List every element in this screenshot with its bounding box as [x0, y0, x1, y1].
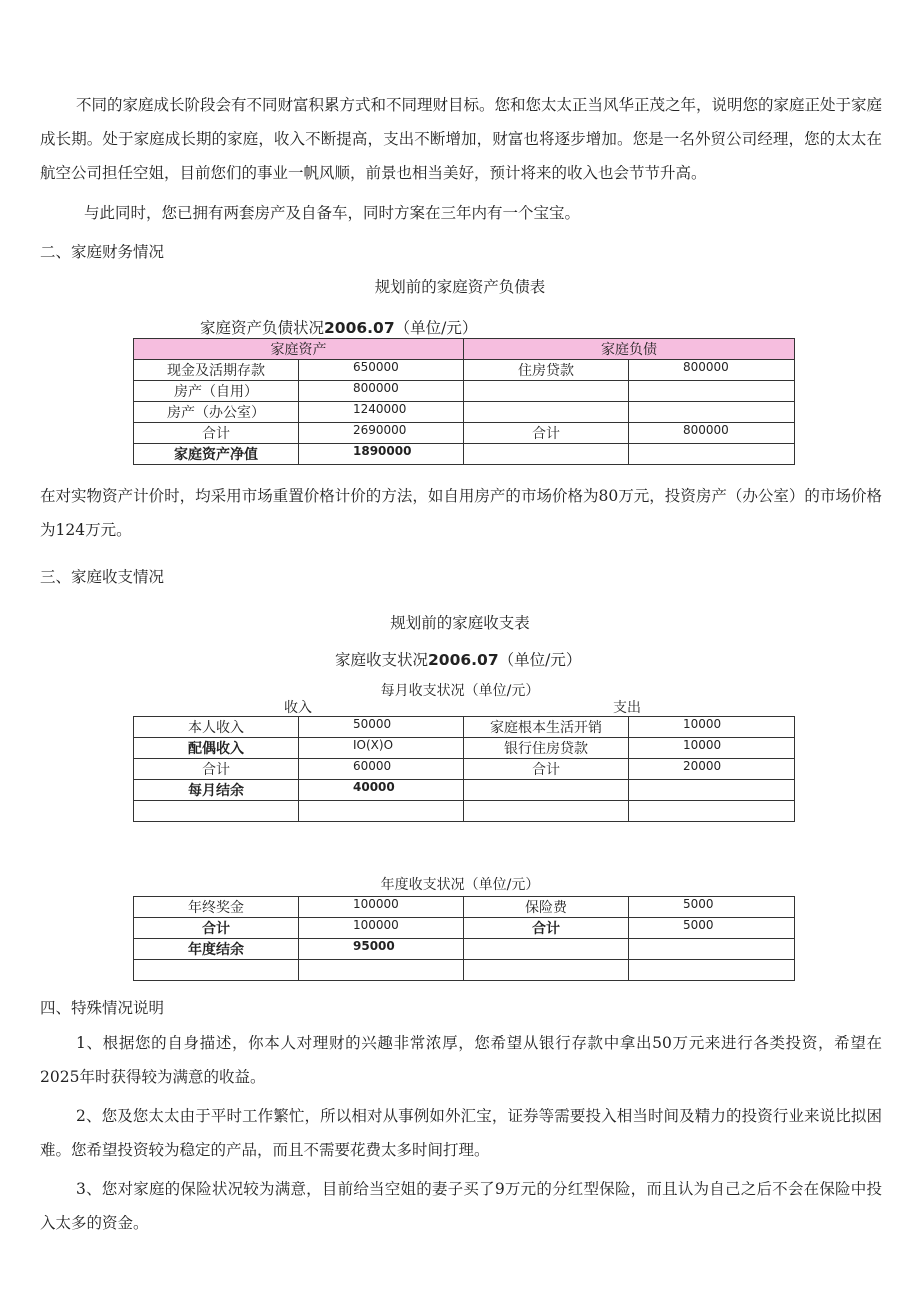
net-worth-label: 家庭资产净值 — [134, 444, 299, 465]
income-item: 合计 — [134, 759, 299, 780]
liability-label — [464, 381, 629, 402]
caption-prefix: 家庭收支状况 — [335, 651, 429, 669]
income-value: 50000 — [299, 717, 464, 738]
table-row — [134, 897, 795, 918]
asset-value: 1240000 — [299, 402, 464, 423]
table-row — [134, 444, 795, 465]
liability-label: 住房贷款 — [464, 360, 629, 381]
liabilities-header: 家庭负债 — [464, 339, 795, 360]
expense-value: 20000 — [629, 759, 795, 780]
balance-sheet-table — [133, 338, 795, 465]
section-3-heading: 三、家庭收支情况 — [40, 568, 165, 586]
empty-cell — [629, 780, 795, 801]
expense-item: 保险费 — [464, 897, 629, 918]
income-item: 年度结余 — [134, 939, 299, 960]
table-row — [134, 960, 795, 981]
asset-value: 2690000 — [299, 423, 464, 444]
special-item-1: 1、根据您的自身描述，你本人对理财的兴趣非常浓厚，您希望从银行存款中拿出50万元来进行各类投资，希望在2025年时获得较为满意的收益。 — [40, 1034, 882, 1086]
income-statement-caption — [335, 648, 581, 670]
income-value: IO(X)O — [299, 738, 464, 759]
liability-value — [629, 381, 795, 402]
valuation-note: 在对实物资产计价时，均采用市场重置价格计价的方法，如自用房产的市场价格为80万元，投资房产（办公室）的市场价格为124万元。 — [40, 487, 882, 539]
assets-header: 家庭资产 — [134, 339, 464, 360]
empty-cell — [629, 444, 795, 465]
empty-cell — [134, 960, 299, 981]
expense-value: 5000 — [629, 897, 795, 918]
caption-unit: （单位/元） — [498, 651, 582, 669]
section-4-heading: 四、特殊情况说明 — [40, 999, 165, 1017]
empty-cell — [464, 444, 629, 465]
empty-cell — [464, 780, 629, 801]
liability-label — [464, 402, 629, 423]
annual-title: 年度收支状况（单位/元） — [380, 877, 540, 893]
income-value: 95000 — [299, 939, 464, 960]
expense-value: 10000 — [629, 738, 795, 759]
table-header-row — [134, 339, 795, 360]
empty-cell — [629, 801, 795, 822]
empty-cell — [464, 939, 629, 960]
liability-value — [629, 402, 795, 423]
empty-cell — [464, 960, 629, 981]
table-row — [134, 423, 795, 444]
liability-value: 800000 — [629, 360, 795, 381]
table-row — [134, 918, 795, 939]
section-2-heading: 二、家庭财务情况 — [40, 243, 165, 261]
income-value: 60000 — [299, 759, 464, 780]
expense-value: 5000 — [629, 918, 795, 939]
expense-item: 银行住房贷款 — [464, 738, 629, 759]
income-item: 合计 — [134, 918, 299, 939]
monthly-table — [133, 716, 795, 822]
intro-paragraph-1: 不同的家庭成长阶段会有不同财富积累方式和不同理财目标。您和您太太正当风华正茂之年，说明您的家庭正处于家庭成长期。处于家庭成长期的家庭，收入不断提高，支出不断增加，财富也将逐步增加。您是一名外贸公司经理，您的太太在航空公司担任空姐，目前您们的事业一帆风顺，前景也相当美好，预计将来的收入也会节节升高。 — [40, 96, 883, 182]
expense-item: 家庭根本生活开销 — [464, 717, 629, 738]
annual-table — [133, 896, 795, 981]
empty-cell — [299, 960, 464, 981]
caption-date: 2006.07 — [324, 319, 395, 337]
table-row — [134, 381, 795, 402]
income-item: 配偶收入 — [134, 738, 299, 759]
liability-value: 800000 — [629, 423, 795, 444]
asset-label: 现金及活期存款 — [134, 360, 299, 381]
table-row — [134, 360, 795, 381]
net-worth-value: 1890000 — [299, 444, 464, 465]
asset-value: 650000 — [299, 360, 464, 381]
liability-label: 合计 — [464, 423, 629, 444]
asset-label: 房产（办公室） — [134, 402, 299, 423]
table-row — [134, 801, 795, 822]
special-item-2: 2、您及您太太由于平时工作繁忙，所以相对从事例如外汇宝，证券等需要投入相当时间及精力的投资行业来说比拟困难。您希望投资较为稳定的产品，而且不需要花费太多时间打理。 — [40, 1107, 882, 1159]
empty-cell — [629, 939, 795, 960]
expense-label: 支出 — [613, 700, 641, 716]
table-row — [134, 402, 795, 423]
caption-date: 2006.07 — [428, 651, 499, 669]
table-row — [134, 759, 795, 780]
income-item: 本人收入 — [134, 717, 299, 738]
income-item: 年终奖金 — [134, 897, 299, 918]
asset-label: 合计 — [134, 423, 299, 444]
caption-unit: （单位/元） — [394, 319, 478, 337]
asset-label: 房产（自用） — [134, 381, 299, 402]
income-value: 100000 — [299, 897, 464, 918]
empty-cell — [464, 801, 629, 822]
income-item: 每月结余 — [134, 780, 299, 801]
table-row — [134, 738, 795, 759]
income-value: 100000 — [299, 918, 464, 939]
caption-prefix: 家庭资产负债状况 — [200, 319, 325, 337]
monthly-title: 每月收支状况（单位/元） — [380, 683, 540, 699]
table-row — [134, 939, 795, 960]
expense-item: 合计 — [464, 759, 629, 780]
asset-value: 800000 — [299, 381, 464, 402]
balance-sheet-caption — [200, 316, 477, 338]
expense-value: 10000 — [629, 717, 795, 738]
intro-paragraph-2: 与此同时，您已拥有两套房产及自备车，同时方案在三年内有一个宝宝。 — [84, 204, 581, 222]
special-item-3: 3、您对家庭的保险状况较为满意，目前给当空姐的妻子买了9万元的分红型保险，而且认为自己之后不会在保险中投入太多的资金。 — [40, 1180, 882, 1232]
empty-cell — [299, 801, 464, 822]
empty-cell — [629, 960, 795, 981]
empty-cell — [134, 801, 299, 822]
balance-sheet-title: 规划前的家庭资产负债表 — [374, 278, 546, 296]
table-row — [134, 717, 795, 738]
table-row — [134, 780, 795, 801]
income-value: 40000 — [299, 780, 464, 801]
income-statement-title: 规划前的家庭收支表 — [390, 614, 530, 632]
income-label: 收入 — [284, 700, 312, 716]
expense-item: 合计 — [464, 918, 629, 939]
